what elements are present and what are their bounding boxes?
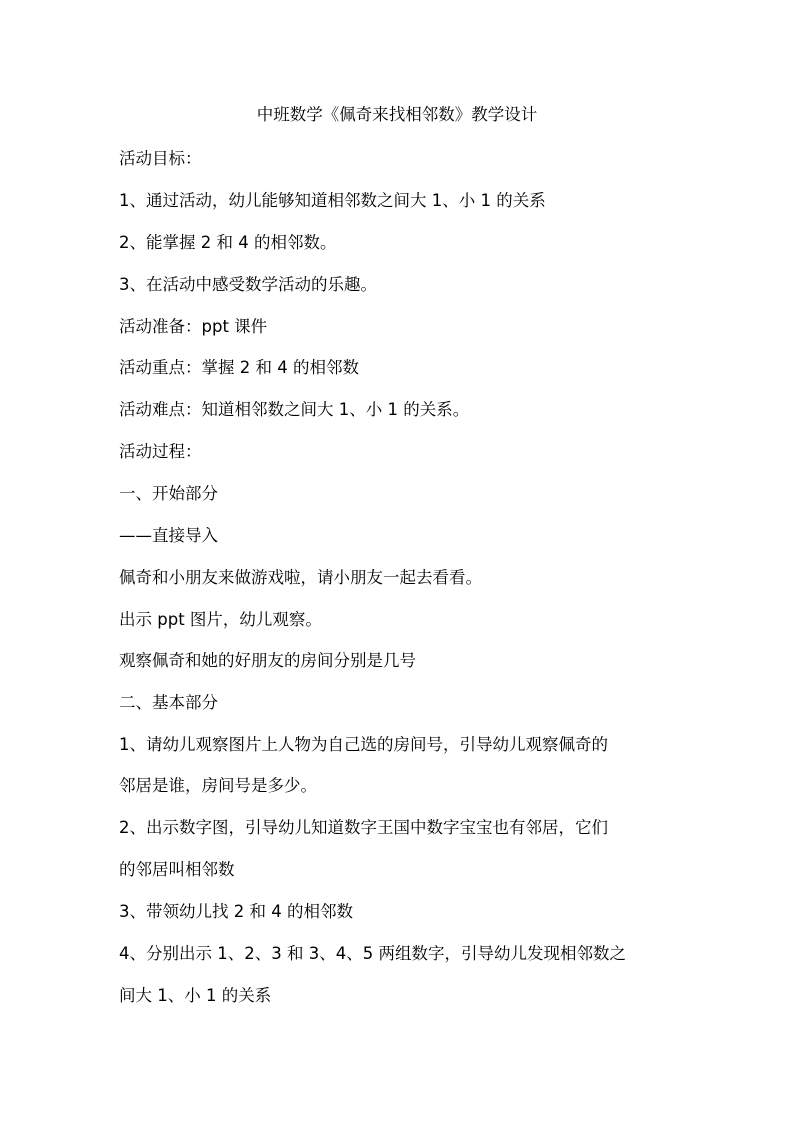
goal-item-3: 3、在活动中感受数学活动的乐趣。 (119, 275, 377, 294)
step-item-2-continued: 的邻居叫相邻数 (119, 860, 235, 879)
paragraph-line: 出示 ppt 图片，幼儿观察。 (119, 610, 322, 629)
goal-item-1: 1、通过活动，幼儿能够知道相邻数之间大 1、小 1 的关系 (119, 191, 546, 210)
step-item-2: 2、出示数字图，引导幼儿知道数字王国中数字宝宝也有邻居，它们 (119, 818, 608, 837)
step-item-4-continued: 间大 1、小 1 的关系 (119, 986, 272, 1005)
part-one-heading: 一、开始部分 (119, 484, 218, 503)
step-item-1: 1、请幼儿观察图片上人物为自己选的房间号，引导幼儿观察佩奇的 (119, 735, 608, 754)
step-item-4: 4、分别出示 1、2、3 和 3、4、5 两组数字，引导幼儿发现相邻数之 (119, 944, 626, 963)
goal-item-2: 2、能掌握 2 和 4 的相邻数。 (119, 233, 337, 252)
document-title: 中班数学《佩奇来找相邻数》教学设计 (256, 105, 538, 124)
paragraph-line: 佩奇和小朋友来做游戏啦，请小朋友一起去看看。 (119, 568, 482, 587)
intro-subheading: ——直接导入 (119, 526, 218, 545)
paragraph-line: 观察佩奇和她的好朋友的房间分别是几号 (119, 651, 416, 670)
difficulty-line: 活动难点：知道相邻数之间大 1、小 1 的关系。 (119, 400, 470, 419)
key-point-line: 活动重点：掌握 2 和 4 的相邻数 (119, 358, 359, 377)
preparation-line: 活动准备：ppt 课件 (119, 317, 268, 336)
section-heading-process: 活动过程： (119, 442, 202, 461)
step-item-3: 3、带领幼儿找 2 和 4 的相邻数 (119, 902, 353, 921)
section-heading-goals: 活动目标： (119, 149, 202, 168)
part-two-heading: 二、基本部分 (119, 693, 218, 712)
step-item-1-continued: 邻居是谁，房间号是多少。 (119, 776, 317, 795)
